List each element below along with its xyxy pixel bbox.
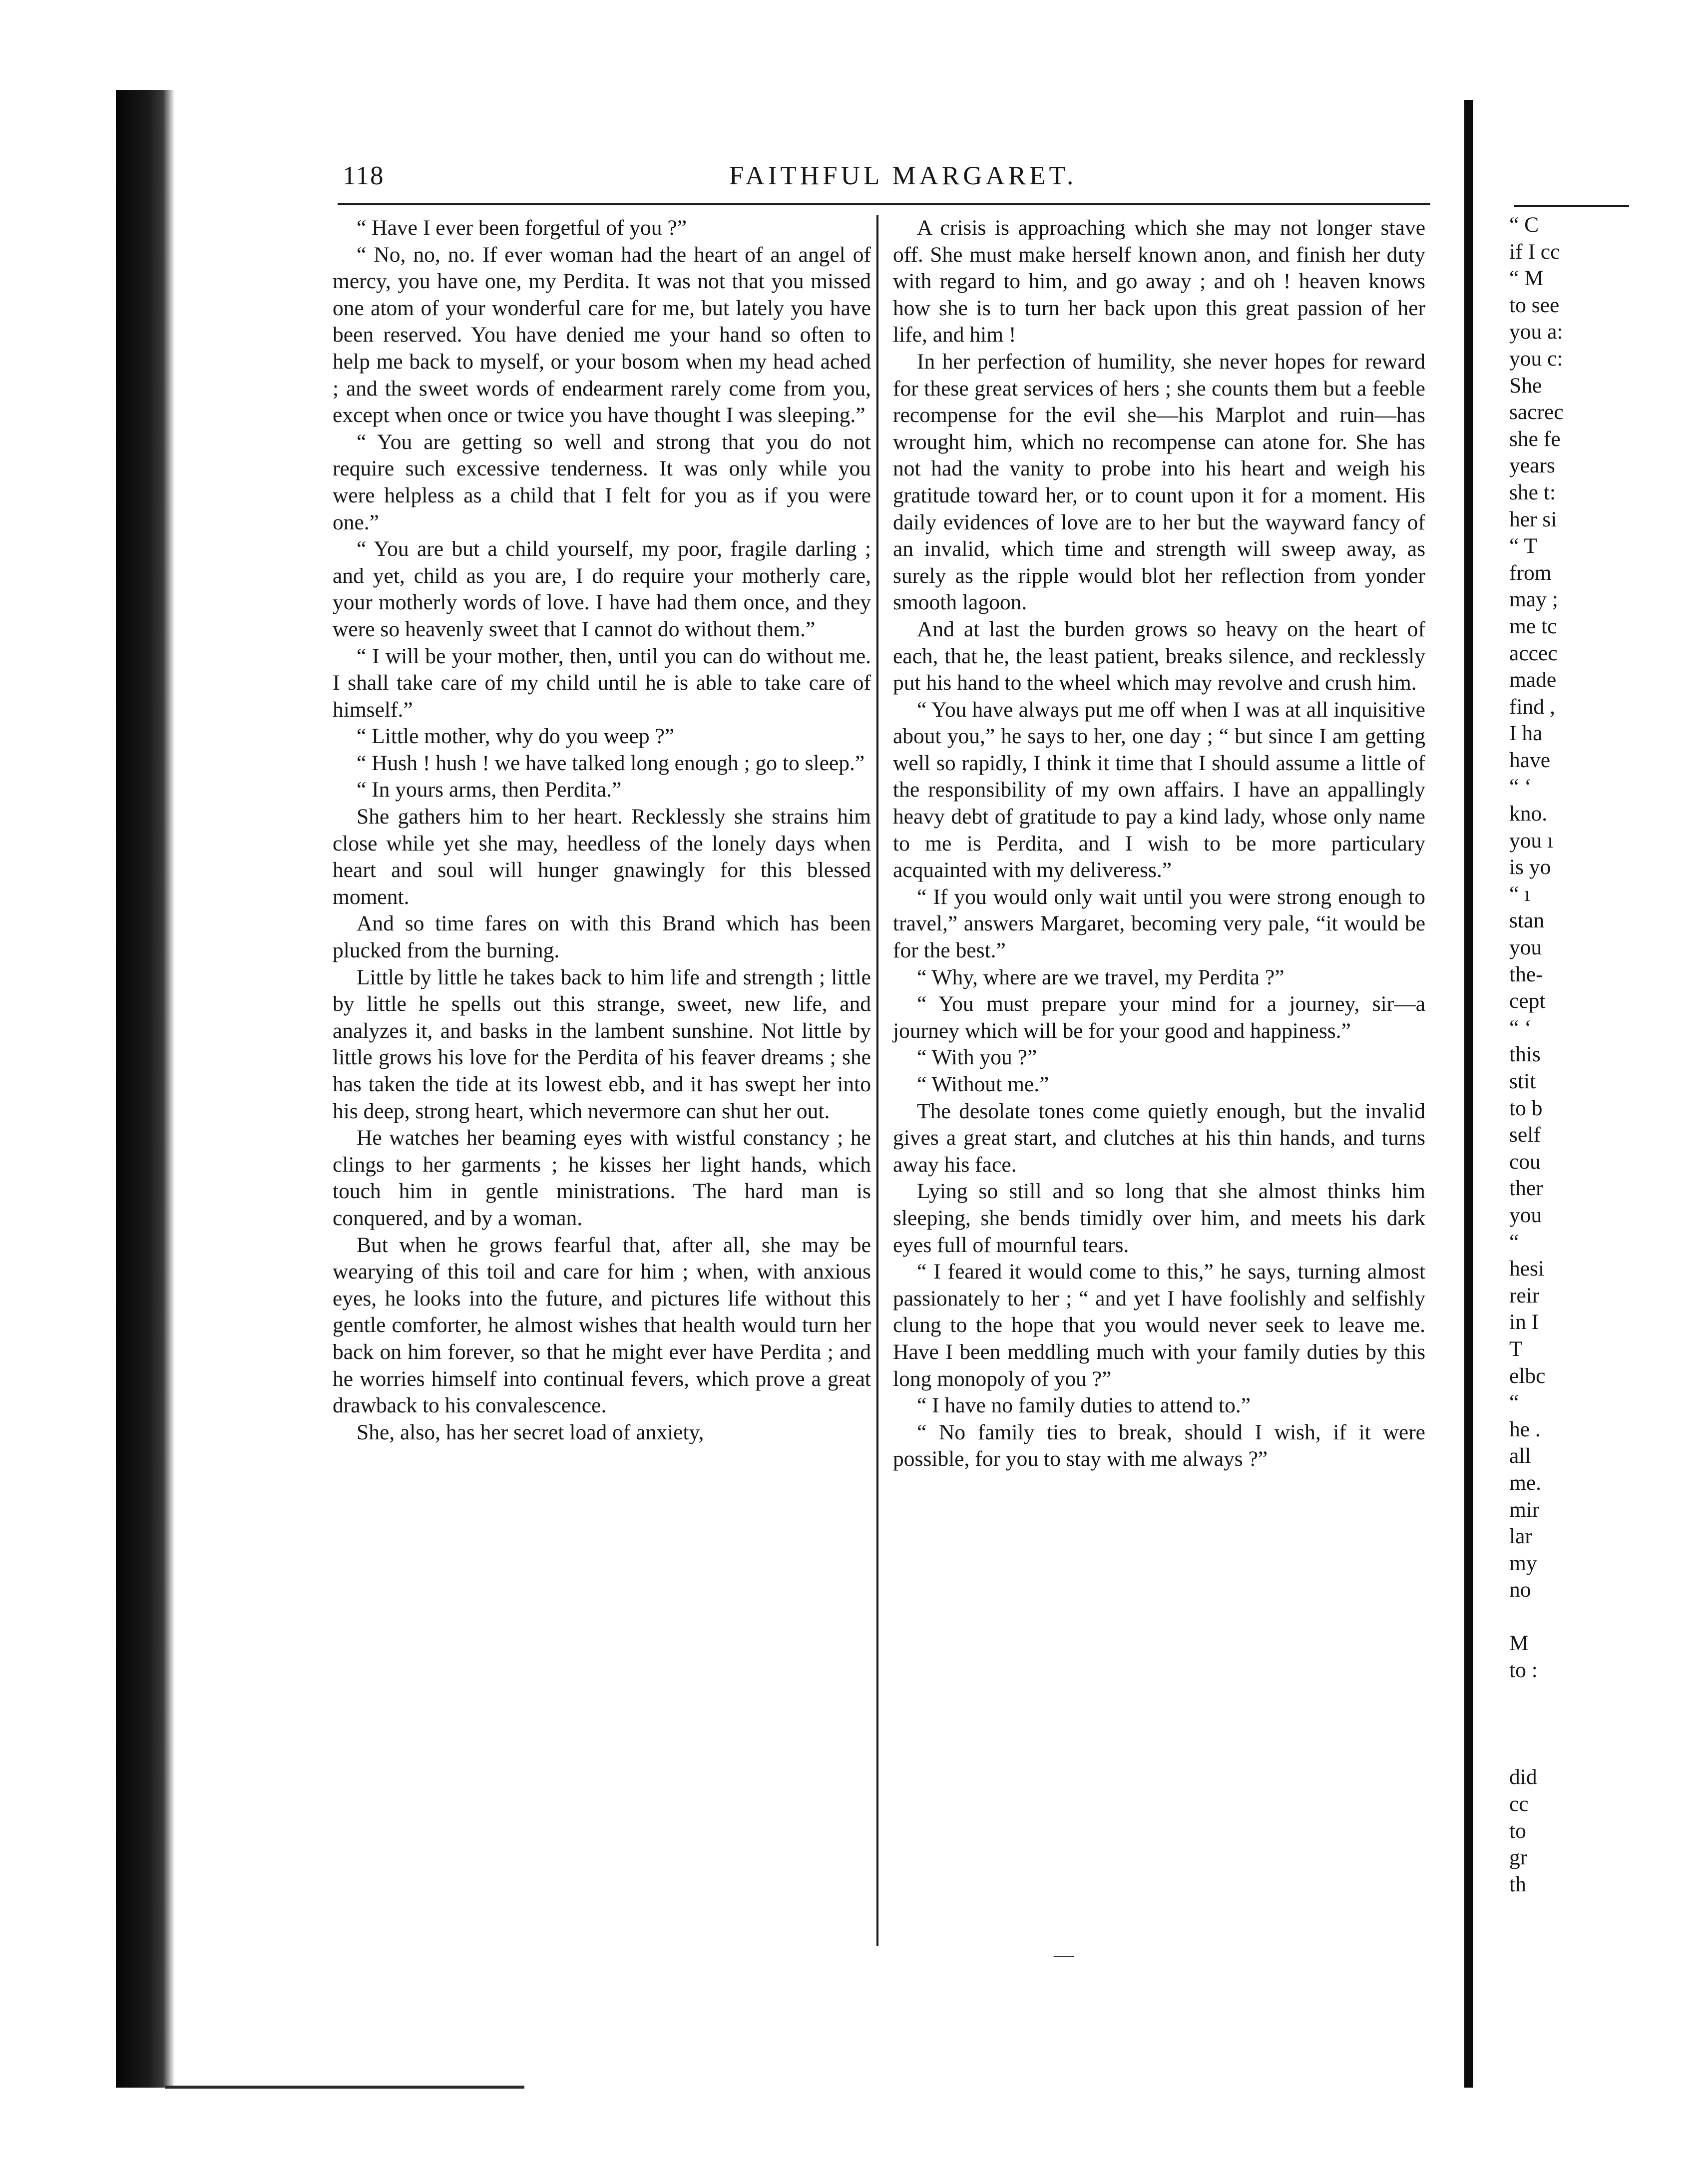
neighbor-line: “ ‘ bbox=[1509, 775, 1532, 799]
paragraph: “ With you ?” bbox=[917, 1045, 1037, 1070]
neighbor-line: she t: bbox=[1509, 480, 1556, 504]
neighbor-line: you ı bbox=[1509, 828, 1554, 853]
neighbor-line: ther bbox=[1509, 1176, 1543, 1201]
paragraph: But when he grows fearful that, after all, she may be wearying of this toil and care for him ; when, with anxious eyes, he looks into the future, and pictures life without this gentle comforter, he almost wishes that health would turn her back on him forever, so that he might ever have Perdita ; and he worries himself into continual fevers, which prove a great drawback to his convalescence. bbox=[333, 1233, 871, 1418]
paragraph: The desolate tones come quietly enough, but the invalid gives a great start, and clutches at his thin hands, and turns away his face. bbox=[893, 1099, 1425, 1177]
neighbor-line: from bbox=[1509, 560, 1552, 585]
paragraph: “ Little mother, why do you weep ?” bbox=[357, 724, 675, 749]
neighbor-line: if I cc bbox=[1509, 239, 1560, 264]
neighbor-line: have bbox=[1509, 748, 1551, 772]
paragraph: Lying so still and so long that she almost thinks him sleeping, she bends timidly over him, and meets his dark eyes full of mournful tears. bbox=[893, 1179, 1425, 1257]
neighbor-line: “ T bbox=[1509, 534, 1537, 558]
paragraph: “ I have no family duties to attend to.” bbox=[917, 1393, 1251, 1418]
neighbor-line: may ; bbox=[1509, 587, 1558, 612]
running-title: FAITHFUL MARGARET. bbox=[729, 161, 1077, 190]
neighbor-line: did bbox=[1509, 1765, 1537, 1789]
neighbor-line: you a: bbox=[1509, 320, 1563, 344]
neighbor-line: her si bbox=[1509, 507, 1557, 531]
paragraph: She, also, has her secret load of anxiety, bbox=[357, 1420, 704, 1444]
neighbor-line: he . bbox=[1509, 1417, 1541, 1441]
neighbor-line bbox=[1509, 1738, 1702, 1764]
neighbor-line bbox=[1509, 1684, 1702, 1711]
paragraph: “ Hush ! hush ! we have talked long enough ; go to sleep.” bbox=[357, 751, 865, 775]
paragraph: “ You are but a child yourself, my poor, fragile darling ; and yet, child as you are, I do require your motherly care, your motherly words of love. I have had them once, and they were so heavenly sweet that I cannot do without them.” bbox=[333, 537, 871, 641]
paragraph: And at last the burden grows so heavy on the heart of each, that he, the least patient, breaks silence, and recklessly put his hand to the wheel which may revolve and crush him. bbox=[893, 617, 1425, 695]
paragraph: “ If you would only wait until you were strong enough to travel,” answers Margaret, becoming very pale, “it would be for the best.” bbox=[893, 884, 1425, 963]
neighbor-line: all bbox=[1509, 1444, 1531, 1468]
neighbor-line: th bbox=[1509, 1872, 1526, 1896]
neighbor-line: accec bbox=[1509, 641, 1558, 665]
neighbor-line: kno. bbox=[1509, 802, 1548, 826]
neighbor-line: “ C bbox=[1509, 213, 1539, 237]
neighbor-line: lar bbox=[1509, 1524, 1532, 1549]
neighbor-line: “ bbox=[1509, 1230, 1519, 1254]
paragraph: She gathers him to her heart. Recklessly she strains him close while yet she may, heedless of the lonely days when heart and soul will hunger gnawingly for this blessed moment. bbox=[333, 805, 871, 909]
paragraph: In her perfection of humility, she never hopes for reward for these great services of hers ; she counts them but a feeble recompense for the evil she—his Marplot and ruin—has wrought him, which no recompense can atone for. She has not had the vanity to probe into his heart and weigh his gratitude toward her, or to count upon it for a moment. His daily evidences of love are to her but the wayward fancy of an invalid, which time and strength will sweep away, as surely as the ripple would blot her reflection from yonder smooth lagoon. bbox=[893, 349, 1425, 615]
neighbor-line: gr bbox=[1509, 1845, 1528, 1870]
neighbor-line: reir bbox=[1509, 1283, 1540, 1308]
paragraph: “ No family ties to break, should I wish, if it were possible, for you to stay with me always ?” bbox=[893, 1420, 1425, 1471]
page-number: 118 bbox=[343, 161, 385, 190]
paragraph: “ Why, where are we travel, my Perdita ?” bbox=[917, 965, 1284, 989]
neighbor-page-fragment bbox=[1509, 212, 1702, 2040]
neighbor-line: She bbox=[1509, 373, 1542, 398]
neighbor-line: you bbox=[1509, 935, 1542, 960]
neighbor-line bbox=[1509, 1604, 1702, 1631]
neighbor-line: to : bbox=[1509, 1658, 1538, 1683]
paragraph: He watches her beaming eyes with wistful constancy ; he clings to her garments ; he kisses her light hands, which touch him in gentle ministrations. The hard man is conquered, and by a woman. bbox=[333, 1126, 871, 1230]
left-text-column bbox=[333, 215, 871, 1446]
paragraph: “ I will be your mother, then, until you can do without me. I shall take care of my child until he is able to take care of himself.” bbox=[333, 644, 871, 722]
neighbor-line: “ ‘ bbox=[1509, 1015, 1532, 1040]
paragraph: “ You must prepare your mind for a journey, sir—a journey which will be for your good and happiness.” bbox=[893, 992, 1425, 1043]
paragraph: “ You are getting so well and strong that you do not require such excessive tenderness. It was only while you were helpless as a child that I felt for you as if you were one.” bbox=[333, 430, 871, 534]
paragraph: Little by little he takes back to him life and strength ; little by little he spells out this strange, sweet, new life, and analyzes it, and basks in the lambent sunshine. Not little by little grows his love for the Perdita of his feaver dreams ; she has taken the tide at its lowest ebb, and it has swept her into his deep, strong heart, which nevermore can shut her out. bbox=[333, 965, 871, 1123]
neighbor-line: T bbox=[1509, 1336, 1523, 1361]
neighbor-line: me tc bbox=[1509, 614, 1557, 638]
neighbor-line bbox=[1509, 1711, 1702, 1738]
neighbor-line: “ M bbox=[1509, 266, 1544, 291]
neighbor-line: “ ı bbox=[1509, 881, 1531, 906]
neighbor-line: to bbox=[1509, 1818, 1526, 1843]
paragraph: “ Have I ever been forgetful of you ?” bbox=[357, 216, 687, 240]
neighbor-line: cc bbox=[1509, 1792, 1529, 1816]
page-bottom-edge bbox=[165, 2086, 524, 2089]
neighbor-line: to b bbox=[1509, 1096, 1543, 1120]
header-rule bbox=[338, 203, 1430, 205]
neighbor-line: stit bbox=[1509, 1069, 1536, 1093]
neighbor-line: elbc bbox=[1509, 1363, 1546, 1388]
neighbor-line: stan bbox=[1509, 908, 1545, 933]
neighbor-line: self bbox=[1509, 1123, 1541, 1147]
neighbor-line: to see bbox=[1509, 293, 1560, 317]
neighbor-line: the‑ bbox=[1509, 962, 1543, 986]
paragraph: “ I feared it would come to this,” he says, turning almost passionately to her ; “ and yet I have foolishly and selfishly clung to the hope that you would never seek to leave me. Have I been meddling much with your family duties by this long monopoly of you ?” bbox=[893, 1260, 1425, 1391]
neighbor-line: hesi bbox=[1509, 1257, 1545, 1281]
neighbor-line: is yo bbox=[1509, 855, 1551, 879]
page-fold-line bbox=[1464, 100, 1473, 2088]
neighbor-line: you c: bbox=[1509, 346, 1563, 371]
column-divider bbox=[876, 215, 878, 1946]
neighbor-line: “ bbox=[1509, 1390, 1519, 1415]
neighbor-line: cou bbox=[1509, 1149, 1541, 1174]
page-header bbox=[0, 161, 1702, 201]
neighbor-line: in I bbox=[1509, 1310, 1539, 1334]
neighbor-line: mir bbox=[1509, 1497, 1540, 1522]
paragraph: And so time fares on with this Brand which has been plucked from the burning. bbox=[333, 911, 871, 963]
neighbor-line: find , bbox=[1509, 694, 1555, 719]
paragraph: “ In yours arms, then Perdita.” bbox=[357, 778, 622, 802]
paragraph: “ You have always put me off when I was at all inquisitive about you,” he says to her, one day ; “ but since I am getting well so rapidly, I think it time that I should assume a little of the responsibility of my own affairs. I have an appallingly heavy debt of gratitude to pay a kind lady, whose only name to me is Perdita, and I wish to be more particulary acquainted with my deliveress.” bbox=[893, 697, 1425, 882]
neighbor-line: cept bbox=[1509, 989, 1546, 1013]
neighbor-line: this bbox=[1509, 1042, 1541, 1067]
neighbor-line: no bbox=[1509, 1578, 1531, 1602]
binding-shadow-left bbox=[116, 90, 175, 2088]
paragraph: “ Without me.” bbox=[917, 1072, 1049, 1096]
paragraph: A crisis is approaching which she may not longer stave off. She must make herself known anon, and finish her duty with regard to him, and go away ; and oh ! heaven knows how she is to turn her back upon this great passion of her life, and him ! bbox=[893, 216, 1425, 347]
neighbor-line: made bbox=[1509, 668, 1557, 692]
neighbor-line: you bbox=[1509, 1203, 1542, 1227]
neighbor-line: I ha bbox=[1509, 721, 1543, 746]
neighbor-page-rule bbox=[1514, 205, 1629, 207]
stray-ink-mark: — bbox=[1054, 1943, 1074, 1966]
neighbor-line: M bbox=[1509, 1631, 1529, 1656]
neighbor-line: sacrec bbox=[1509, 400, 1564, 425]
neighbor-line: my bbox=[1509, 1551, 1537, 1575]
neighbor-line: me. bbox=[1509, 1470, 1542, 1495]
neighbor-line: years bbox=[1509, 453, 1555, 478]
right-text-column bbox=[893, 215, 1425, 1473]
neighbor-line: she fe bbox=[1509, 427, 1561, 451]
paragraph: “ No, no, no. If ever woman had the heart of an angel of mercy, you have one, my Perdita. It was not that you missed one atom of your wonderful care for me, but lately you have been reserved. You have denied me your hand so often to help me back to myself, or your bosom when my head ached ; and the sweet words of endearment rarely come from you, except when once or twice you have thought I was sleeping.” bbox=[333, 242, 871, 428]
